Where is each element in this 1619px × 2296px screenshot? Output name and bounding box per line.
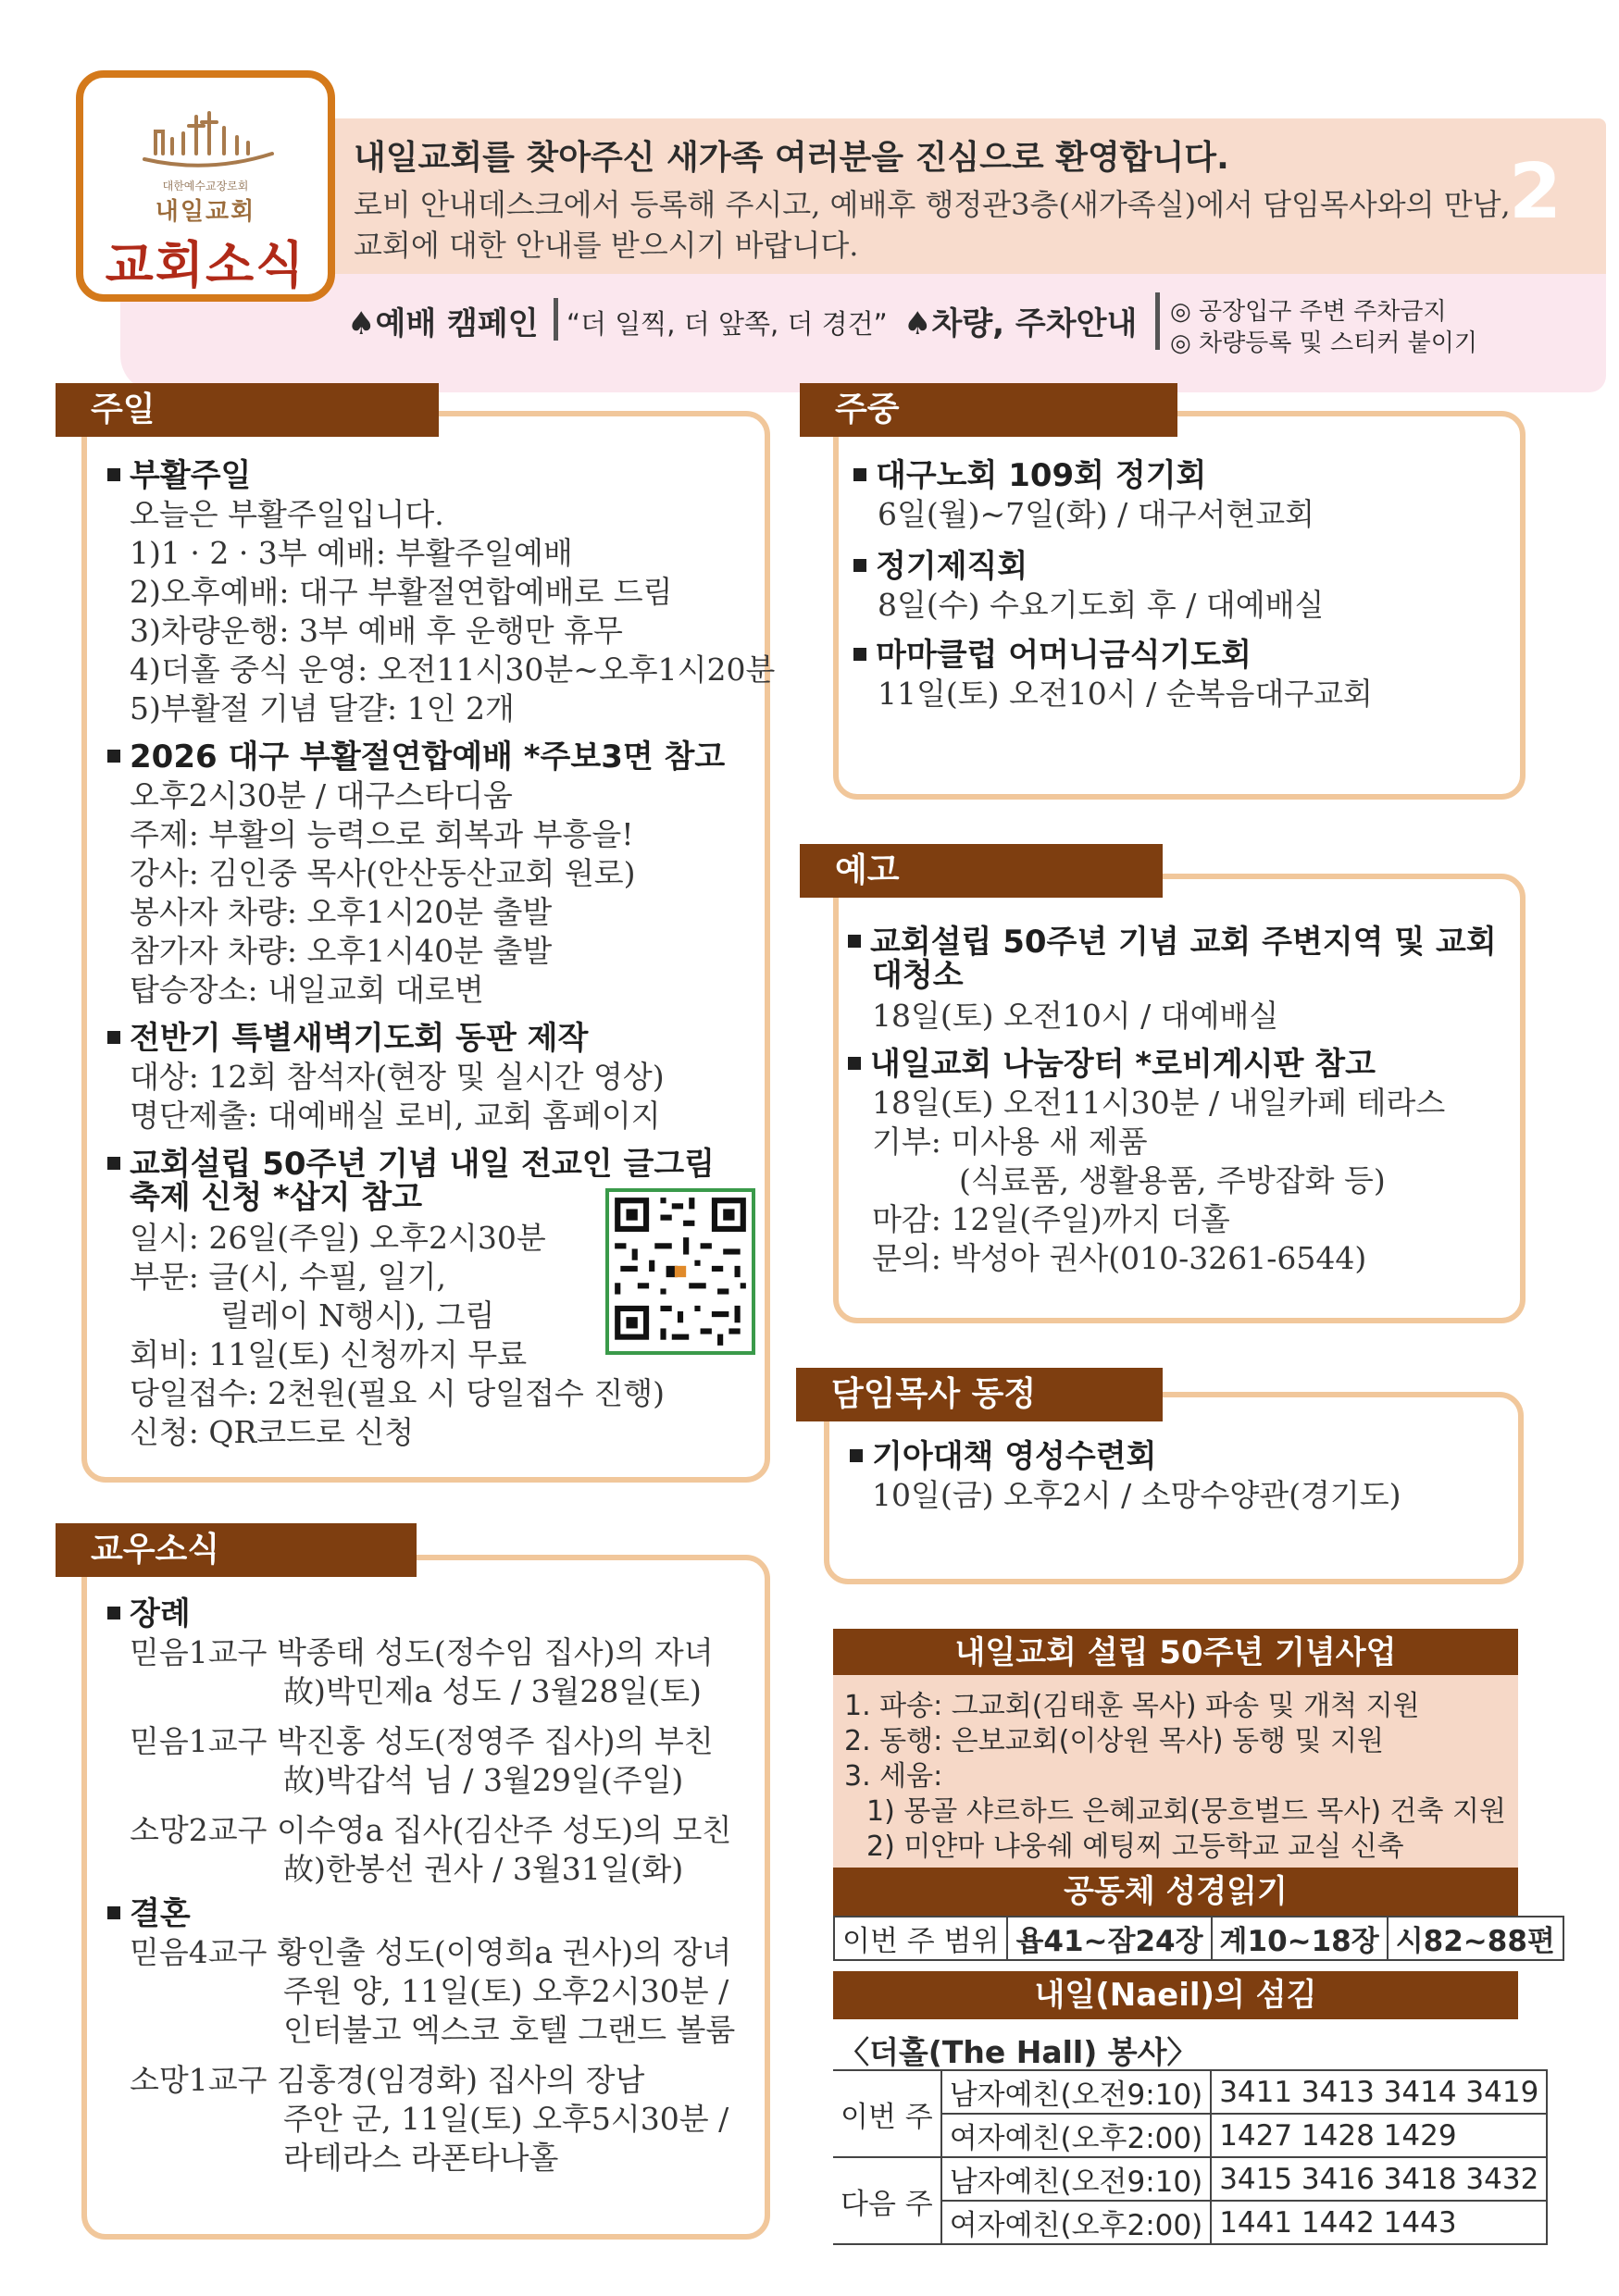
- campaign-label: ♠예배 캠페인: [347, 305, 539, 342]
- bible-reading-cell: 이번 주 범위: [834, 1917, 1007, 1960]
- service-group: 남자예친(오전9:10): [941, 2070, 1211, 2114]
- sunday-item-line: 명단제출: 대예배실 로비, 교회 홈페이지: [130, 1098, 661, 1134]
- logo-denomination: 대한예수교장로회: [162, 180, 249, 192]
- service-table: [833, 2069, 1548, 2245]
- sunday-item-head: 교회설립 50주년 기념 내일 전교인 글그림: [107, 1138, 715, 1184]
- service-numbers: 1441 1442 1443: [1211, 2201, 1547, 2244]
- funeral-head: 장례: [107, 1588, 191, 1633]
- anniversary-line: 1. 파송: 그교회(김태훈 목사) 파송 및 개척 지원: [844, 1690, 1420, 1722]
- anniversary-title: 내일교회 설립 50주년 기념사업: [833, 1629, 1518, 1677]
- church-logo: [76, 70, 335, 302]
- member-line: 故)박갑석 님 / 3월29일(주일): [283, 1762, 684, 1798]
- welcome-text: 로비 안내데스크에서 등록해 주시고, 예배후 행정관3층(새가족실)에서 담임목사와의 만남,: [354, 187, 1511, 222]
- member-line: 인터불고 엑스코 호텔 그랜드 볼룸: [283, 2012, 736, 2048]
- member-line: 라테라스 라폰타나홀: [283, 2140, 559, 2176]
- notice-item-line: 마감: 12일(주일)까지 더홀: [872, 1201, 1230, 1237]
- service-week: 이번 주: [833, 2070, 941, 2157]
- bible-reading-cell: 계10~18장: [1212, 1917, 1388, 1960]
- weekday-item-head: 대구노회 109회 정기회: [853, 450, 1206, 495]
- page-number: 2: [1509, 148, 1563, 236]
- sunday-item-line: 부문: 글(시, 수필, 일기,: [130, 1259, 446, 1295]
- parking-note: ◎ 공장입구 주변 주차금지: [1170, 298, 1447, 326]
- sunday-item-line: 오후2시30분 / 대구스타디움: [130, 777, 513, 813]
- sunday-item-line: 오늘은 부활주일입니다.: [130, 496, 444, 532]
- sunday-item-line: 2)오후예배: 대구 부활절연합예배로 드림: [130, 574, 673, 610]
- welcome-title: 내일교회를 찾아주신 새가족 여러분을 진심으로 환영합니다.: [354, 139, 1229, 177]
- member-line: 소망1교구 김홍경(임경화) 집사의 장남: [130, 2062, 645, 2098]
- notice-item-head: 교회설립 50주년 기념 교회 주변지역 및 교회: [848, 916, 1497, 962]
- pastor-tab: 담임목사 동정: [796, 1368, 1163, 1421]
- service-numbers: 1427 1428 1429: [1211, 2114, 1547, 2157]
- notice-item-line: 18일(토) 오전11시30분 / 내일카페 테라스: [872, 1085, 1446, 1121]
- sunday-item-line: 3)차량운행: 3부 예배 후 운행만 휴무: [130, 613, 623, 649]
- anniversary-line: 1) 몽골 샤르하드 은혜교회(뭉흐벌드 목사) 건축 지원: [866, 1795, 1507, 1828]
- sunday-item-line: 일시: 26일(주일) 오후2시30분: [130, 1220, 546, 1256]
- weekday-tab: 주중: [800, 383, 1177, 437]
- member-line: 믿음4교구 황인출 성도(이영희a 권사)의 장녀: [130, 1934, 732, 1970]
- sunday-item-head: 2026 대구 부활절연합예배 *주보3면 참고: [107, 731, 725, 776]
- sunday-item-line: 참가자 차량: 오후1시40분 출발: [130, 933, 553, 969]
- weekday-item-line: 8일(수) 수요기도회 후 / 대예배실: [878, 587, 1325, 623]
- qr-code[interactable]: [605, 1188, 755, 1355]
- notice-item-line: 18일(토) 오전10시 / 대예배실: [872, 998, 1279, 1034]
- service-group: 여자예친(오후2:00): [941, 2201, 1211, 2244]
- church-logo-icon: [139, 105, 278, 172]
- notice-item-line: 기부: 미사용 새 제품: [872, 1123, 1148, 1160]
- service-week: 다음 주: [833, 2157, 941, 2244]
- sunday-item-line: 회비: 11일(토) 신청까지 무료: [130, 1336, 528, 1372]
- logo-church-name: 내일교회: [155, 198, 256, 226]
- sunday-item-line: 신청: QR코드로 신청: [130, 1414, 415, 1450]
- member-line: 믿음1교구 박진홍 성도(정영주 집사)의 부친: [130, 1723, 714, 1759]
- notice-item-line: (식료품, 생활용품, 주방잡화 등): [959, 1162, 1386, 1198]
- anniversary-line: 3. 세움:: [844, 1760, 943, 1793]
- notice-item-head-cont: 대청소: [872, 957, 964, 994]
- service-subtitle: 〈더홀(The Hall) 봉사〉: [839, 2034, 1198, 2070]
- sunday-item-line: 탑승장소: 내일교회 대로변: [130, 972, 484, 1008]
- divider: [554, 298, 558, 341]
- weekday-item-line: 6일(월)~7일(화) / 대구서현교회: [878, 496, 1315, 532]
- sunday-item-line: 강사: 김인중 목사(안산동산교회 원로): [130, 855, 636, 891]
- divider: [1155, 292, 1160, 350]
- member-line: 믿음1교구 박종태 성도(정수임 집사)의 자녀: [130, 1634, 714, 1670]
- wedding-head: 결혼: [107, 1888, 191, 1933]
- sunday-item-line: 주제: 부활의 능력으로 회복과 부흥을!: [130, 816, 634, 852]
- pastor-item-line: 10일(금) 오후2시 / 소망수양관(경기도): [872, 1477, 1401, 1513]
- bible-reading-title: 공동체 성경읽기: [833, 1868, 1518, 1916]
- parking-label: ♠차량, 주차안내: [903, 305, 1138, 342]
- sunday-item-line: 대상: 12회 참석자(현장 및 실시간 영상): [130, 1059, 665, 1095]
- service-numbers: 3415 3416 3418 3432: [1211, 2157, 1547, 2201]
- sunday-item-line: 당일접수: 2천원(필요 시 당일접수 진행): [130, 1375, 665, 1411]
- anniversary-line: 2) 미얀마 냐웅쉐 예팅찌 고등학교 교실 신축: [866, 1831, 1404, 1863]
- member-line: 주원 양, 11일(토) 오후2시30분 /: [283, 1973, 729, 2009]
- anniversary-line: 2. 동행: 은보교회(이상원 목사) 동행 및 지원: [844, 1725, 1385, 1757]
- sunday-tab: 주일: [56, 383, 439, 437]
- campaign-text: “더 일찍, 더 앞쪽, 더 경건”: [567, 308, 888, 340]
- member-line: 주안 군, 11일(토) 오후5시30분 /: [283, 2101, 729, 2137]
- weekday-item-head: 정기제직회: [853, 540, 1027, 586]
- page-title: 교회소식: [105, 236, 306, 294]
- notice-tab: 예고: [800, 844, 1163, 898]
- service-numbers: 3411 3413 3414 3419: [1211, 2070, 1547, 2114]
- bible-reading-table: [833, 1916, 1564, 1961]
- sunday-item-head: 전반기 특별새벽기도회 동판 제작: [107, 1012, 588, 1058]
- service-group: 여자예친(오후2:00): [941, 2114, 1211, 2157]
- sunday-item-line: 릴레이 N행시), 그림: [220, 1297, 495, 1334]
- notice-item-line: 문의: 박성아 권사(010-3261-6544): [872, 1240, 1367, 1276]
- weekday-item-head: 마마클럽 어머니금식기도회: [853, 629, 1252, 675]
- member-line: 소망2교구 이수영a 집사(김산주 성도)의 모친: [130, 1812, 732, 1848]
- sunday-item-line: 1)1 · 2 · 3부 예배: 부활주일예배: [130, 535, 573, 571]
- sunday-item-line: 4)더홀 중식 운영: 오전11시30분~오후1시20분: [130, 652, 776, 688]
- bible-reading-cell: 욥41~잠24장: [1007, 1917, 1211, 1960]
- members-tab: 교우소식: [56, 1523, 417, 1577]
- sunday-item-head-cont: 축제 신청 *삽지 참고: [130, 1179, 423, 1216]
- service-title: 내일(Naeil)의 섬김: [833, 1971, 1518, 2019]
- notice-item-head: 내일교회 나눔장터 *로비게시판 참고: [848, 1038, 1376, 1084]
- member-line: 故)박민제a 성도 / 3월28일(토): [283, 1673, 702, 1709]
- bible-reading-cell: 시82~88편: [1388, 1917, 1563, 1960]
- service-group: 남자예친(오전9:10): [941, 2157, 1211, 2201]
- member-line: 故)한봉선 권사 / 3월31일(화): [283, 1851, 684, 1887]
- weekday-item-line: 11일(토) 오전10시 / 순복음대구교회: [878, 676, 1373, 712]
- sunday-item-line: 봉사자 차량: 오후1시20분 출발: [130, 894, 553, 930]
- welcome-text: 교회에 대한 안내를 받으시기 바랍니다.: [354, 228, 859, 263]
- parking-note: ◎ 차량등록 및 스티커 붙이기: [1170, 329, 1478, 357]
- sunday-item-head: 부활주일: [107, 450, 251, 495]
- pastor-item-head: 기아대책 영성수련회: [850, 1431, 1156, 1476]
- sunday-item-line: 5)부활절 기념 달걀: 1인 2개: [130, 690, 515, 726]
